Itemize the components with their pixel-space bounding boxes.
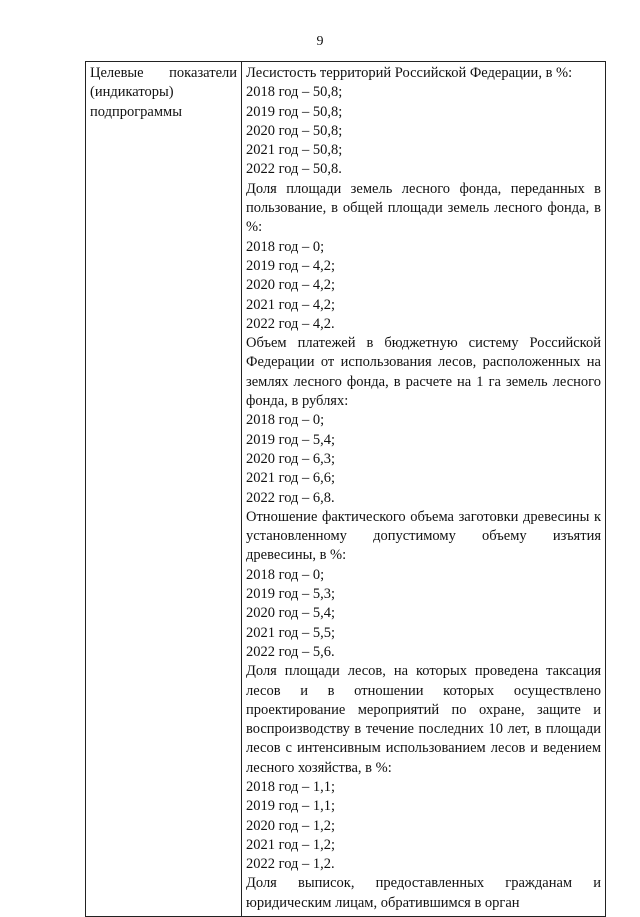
indicator-value: 2020 год – 6,3;	[246, 450, 336, 467]
program-table	[85, 61, 606, 917]
indicator-value: 2021 год – 4,2;	[246, 296, 336, 313]
indicator-value: 2020 год – 1,2;	[246, 817, 336, 834]
label-word-2: показатели	[169, 65, 237, 81]
label-word-1: Целевые	[90, 65, 144, 81]
indicator-value: 2022 год – 50,8.	[246, 161, 342, 178]
indicator-value: 2020 год – 50,8;	[246, 122, 343, 139]
indicator-value: 2021 год – 6,6;	[246, 470, 336, 487]
indicator-value: 2018 год – 0;	[246, 412, 325, 429]
label-line-1	[90, 64, 237, 83]
indicator-value: 2020 год – 5,4;	[246, 605, 336, 622]
indicator-block	[246, 874, 601, 913]
indicator-value: 2019 год – 5,3;	[246, 586, 336, 603]
indicator-title: Отношение фактического объема заготовки древесины к установленному допустимому объему изъятия древесины, в %:	[246, 508, 601, 564]
table-row	[86, 62, 606, 917]
row-label-cell	[86, 62, 242, 917]
indicator-title: Лесистость территорий Российской Федерации, в %:	[246, 65, 573, 81]
indicator-value: 2018 год – 50,8;	[246, 84, 343, 101]
label-line-2: (индикаторы)	[90, 84, 174, 101]
indicator-value: 2020 год – 4,2;	[246, 277, 336, 294]
indicator-value: 2021 год – 50,8;	[246, 142, 343, 159]
indicator-block	[246, 508, 601, 662]
indicator-value: 2019 год – 5,4;	[246, 431, 336, 448]
indicator-value: 2018 год – 0;	[246, 238, 325, 255]
indicator-block	[246, 64, 601, 180]
indicator-block	[246, 180, 601, 334]
indicator-value: 2022 год – 1,2.	[246, 856, 335, 873]
indicator-title: Доля площади лесов, на которых проведена таксация лесов и в отношении которых осуществлено проектирование мероприятий по охране, защите и воспроизводству в течение последних 10 лет, в площади лесов с интенсивным использованием лесов и ведением лесного хозяйства, в %:	[246, 663, 601, 776]
label-line-3: подпрограммы	[90, 103, 182, 120]
indicator-value: 2018 год – 1,1;	[246, 778, 336, 795]
indicator-value: 2021 год – 1,2;	[246, 836, 336, 853]
indicators-cell	[242, 62, 606, 917]
indicator-title: Доля выписок, предоставленных гражданам и юридическим лицам, обратившимся в орган	[246, 875, 601, 911]
indicator-value: 2021 год – 5,5;	[246, 624, 336, 641]
page-number: 9	[316, 34, 324, 49]
indicator-block	[246, 662, 601, 874]
indicator-title: Доля площади земель лесного фонда, переданных в пользование, в общей площади земель лесного фонда, в %:	[246, 180, 601, 236]
indicator-value: 2019 год – 4,2;	[246, 257, 336, 274]
indicator-value: 2019 год – 1,1;	[246, 798, 336, 815]
indicator-value: 2019 год – 50,8;	[246, 103, 343, 120]
indicator-value: 2022 год – 6,8.	[246, 489, 335, 506]
indicator-value: 2018 год – 0;	[246, 566, 325, 583]
indicator-value: 2022 год – 4,2.	[246, 315, 335, 332]
indicator-title: Объем платежей в бюджетную систему Российской Федерации от использования лесов, расположенных на землях лесного фонда, в расчете на 1 га земель лесного фонда, в рублях:	[246, 335, 601, 410]
indicator-block	[246, 334, 601, 508]
indicator-value: 2022 год – 5,6.	[246, 643, 335, 660]
